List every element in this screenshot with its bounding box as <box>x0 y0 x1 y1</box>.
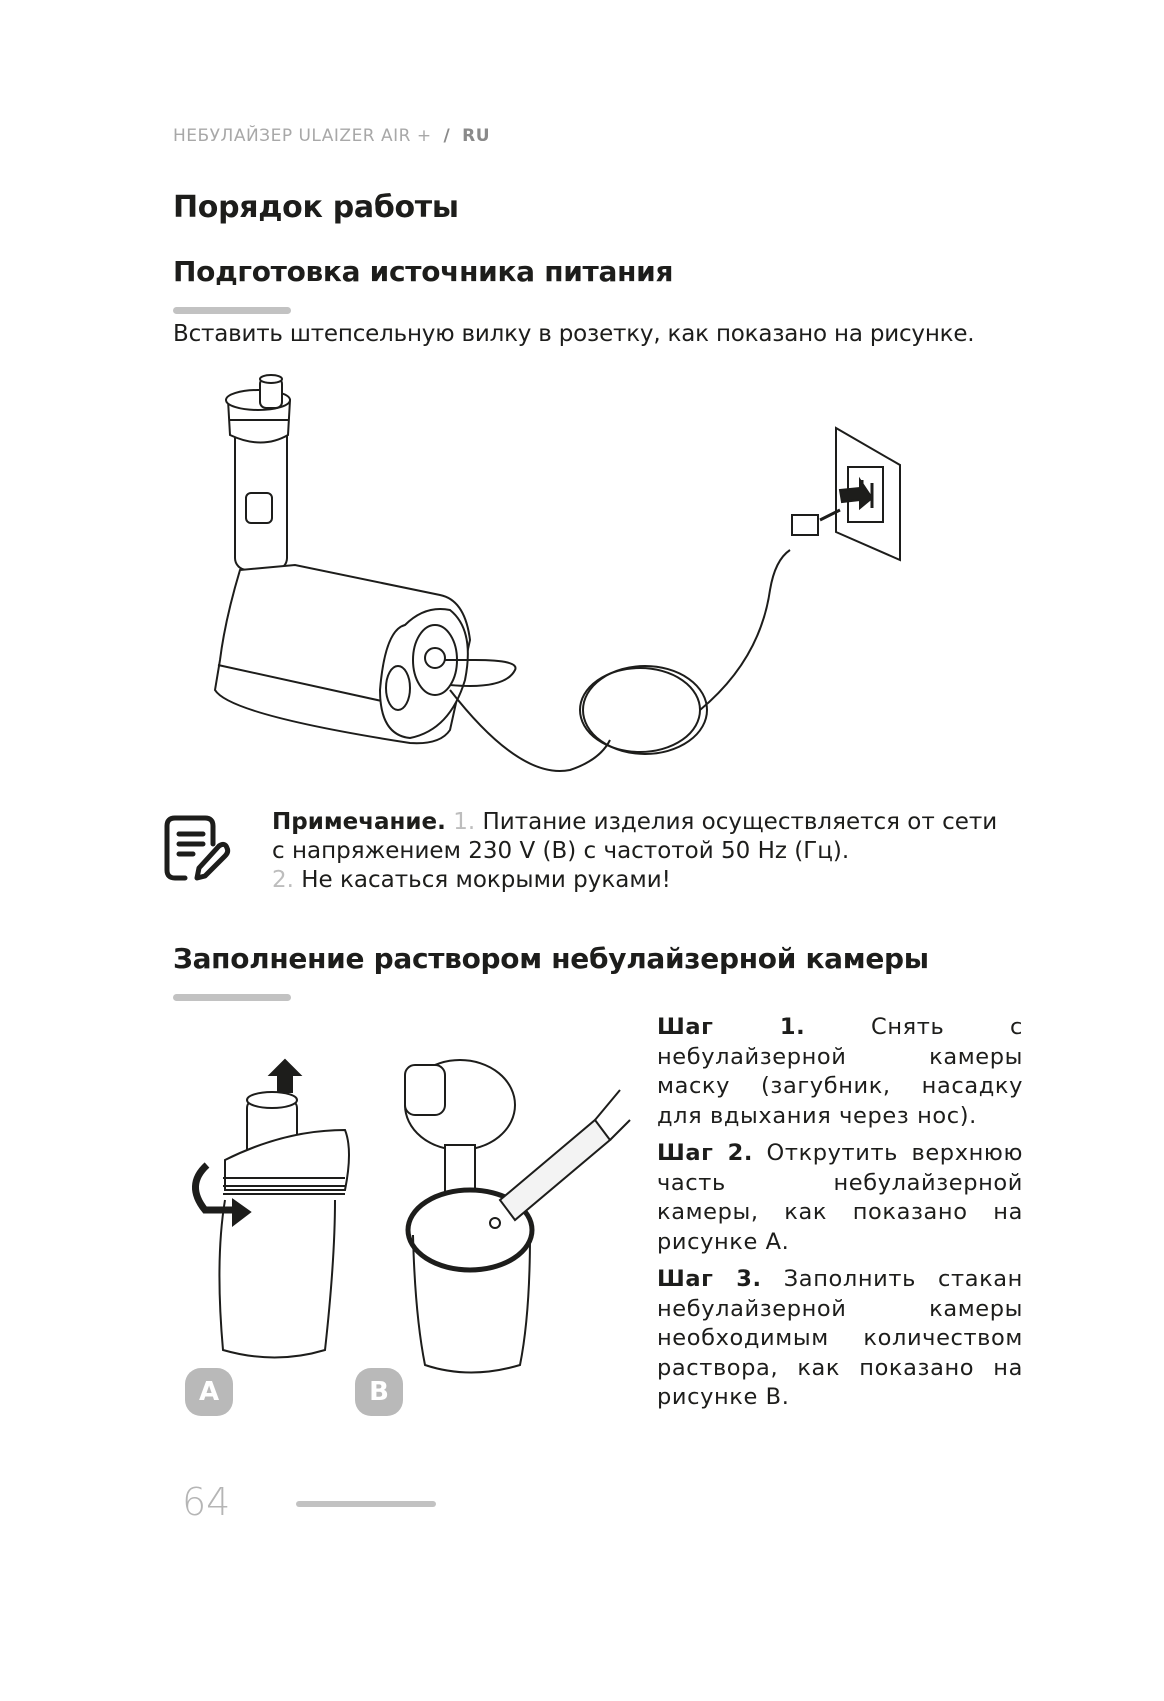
step-text: Заполнить стакан небулайзерной камеры необходимым количеством раствора, как показано на рисунке В. <box>657 1266 1023 1410</box>
note-line-1 <box>272 808 1032 837</box>
step-3 <box>657 1265 1023 1413</box>
step-1 <box>657 1013 1023 1131</box>
note-label: Примечание. <box>272 809 446 835</box>
section-title: Порядок работы <box>173 190 459 225</box>
fill-section-title: Заполнение раствором небулайзерной камеры <box>173 942 929 975</box>
note-item-number: 2. <box>272 867 294 893</box>
figure-b-label: B <box>355 1368 403 1416</box>
note-line-2: с напряжением 230 V (В) с частотой 50 Hz (Гц). <box>272 838 850 864</box>
steps-list <box>657 1013 1023 1421</box>
step-2 <box>657 1139 1023 1257</box>
note-line-3 <box>272 866 1032 895</box>
figure-a-label: A <box>185 1368 233 1416</box>
running-head-separator: / <box>443 126 451 146</box>
step-text: Снять с небулайзерной камеры маску (загубник, насадку для вдыхания через нос). <box>657 1014 1023 1129</box>
figure-b-illustration <box>395 1035 635 1375</box>
nebulizer-outlet-illustration <box>200 360 1000 780</box>
note-block <box>272 808 1032 895</box>
compressor-body <box>215 565 470 743</box>
step-label: Шаг 3. <box>657 1266 762 1292</box>
note-edit-icon <box>163 814 235 886</box>
footer-rule <box>296 1501 436 1507</box>
fill-section-rule <box>173 994 291 1001</box>
power-cord <box>445 550 790 771</box>
page-number: 64 <box>182 1480 231 1524</box>
running-head-language: RU <box>462 126 491 146</box>
nebulizer-chamber <box>226 375 290 570</box>
note-item-text: Питание изделия осуществляется от сети <box>482 809 998 835</box>
wall-outlet <box>792 428 900 560</box>
power-instruction: Вставить штепсельную вилку в розетку, как показано на рисунке. <box>173 321 975 347</box>
note-item-text: Не касаться мокрыми руками! <box>301 867 671 893</box>
running-head-product: НЕБУЛАЙЗЕР ULAIZER AIR + <box>173 126 432 146</box>
power-section-title: Подготовка источника питания <box>173 255 674 288</box>
note-item-number: 1. <box>453 809 476 835</box>
step-label: Шаг 2. <box>657 1140 754 1166</box>
figure-a-illustration <box>185 1060 365 1370</box>
power-section-rule <box>173 307 291 314</box>
step-label: Шаг 1. <box>657 1014 806 1040</box>
running-head <box>173 126 490 146</box>
step-text: Открутить верхнюю часть небулайзерной камеры, как показано на рисунке А. <box>657 1140 1023 1255</box>
